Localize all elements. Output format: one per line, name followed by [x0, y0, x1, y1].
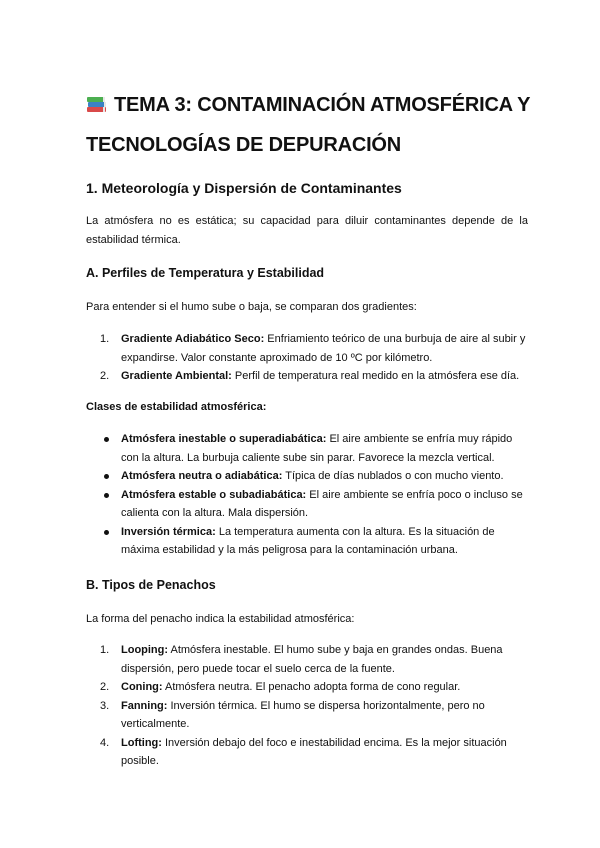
item-label: Coning:: [121, 681, 163, 693]
item-label: Fanning:: [121, 699, 168, 712]
list-number: 2.: [100, 681, 110, 693]
list-item: [86, 486, 528, 523]
page-title: [86, 88, 546, 162]
section-a-heading: A. Perfiles de Temperatura y Estabilidad: [86, 266, 325, 280]
item-label: Lofting:: [121, 736, 162, 749]
list-item: [86, 523, 528, 560]
item-text: Inversión térmica. El humo se dispersa horizontalmente, pero no verticalmente.: [121, 699, 485, 730]
bullet-icon: [104, 530, 109, 535]
list-item: [86, 467, 528, 486]
section-b-intro: La forma del penacho indica la estabilidad atmosférica:: [86, 613, 355, 625]
item-label: Looping:: [121, 644, 169, 656]
item-text: Inversión debajo del foco e inestabilidad encima. Es la mejor situación posible.: [121, 736, 507, 767]
item-label: Atmósfera estable o subadiabática:: [121, 488, 307, 501]
list-number: 3.: [100, 699, 110, 712]
list-item: [86, 367, 528, 386]
item-text: Atmósfera neutra. El penacho adopta forma de cono regular.: [162, 681, 461, 693]
item-text: El aire ambiente se enfría muy rápido con la altura. La burbuja caliente sube sin parar. Favorece la mezcla vertical.: [121, 433, 513, 464]
plumes-list: [86, 641, 528, 771]
stability-list: [86, 430, 528, 560]
section-b-heading: B. Tipos de Penachos: [86, 578, 216, 592]
title-line-2: TECNOLOGÍAS DE DEPURACIÓN: [86, 134, 402, 156]
item-label: Atmósfera inestable o superadiabática:: [121, 433, 327, 445]
list-item: [86, 678, 528, 697]
list-item: [86, 734, 528, 771]
item-text: Atmósfera inestable. El humo sube y baja en grandes ondas. Buena dispersión, pero puede tocar el suelo cerca de la fuente.: [121, 644, 503, 675]
item-text: Enfriamiento teórico de una burbuja de aire al subir y expandirse. Valor constante aproximado de 10 ºC por kilómetro.: [121, 333, 526, 364]
stability-heading: Clases de estabilidad atmosférica:: [86, 401, 267, 413]
item-text: El aire ambiente se enfría poco o incluso se calienta con la altura. Mala dispersión.: [121, 488, 523, 519]
books-icon: [86, 90, 108, 108]
bullet-icon: [104, 493, 109, 498]
list-number: 4.: [100, 736, 110, 749]
gradients-list: [86, 330, 528, 386]
section-1-intro: La atmósfera no es estática; su capacidad para diluir contaminantes depende de la estabilidad térmica.: [86, 215, 528, 246]
list-item: [86, 641, 528, 678]
title-line-1: TEMA 3: CONTAMINACIÓN ATMOSFÉRICA Y: [114, 94, 531, 116]
item-text: Perfil de temperatura real medido en la atmósfera ese día.: [231, 370, 520, 382]
list-item: [86, 697, 528, 734]
list-item: [86, 330, 528, 367]
section-1-heading: 1. Meteorología y Dispersión de Contaminantes: [86, 180, 402, 196]
item-label: Gradiente Adiabático Seco:: [121, 333, 265, 345]
bullet-icon: [104, 474, 109, 479]
bullet-icon: [104, 437, 109, 442]
item-text: La temperatura aumenta con la altura. Es la situación de máxima estabilidad y la más peligrosa para la contaminación urbana.: [121, 525, 495, 556]
item-label: Atmósfera neutra o adiabática:: [121, 470, 283, 482]
list-number: 1.: [100, 644, 110, 656]
item-label: Gradiente Ambiental:: [121, 370, 232, 382]
list-number: 1.: [100, 333, 110, 345]
section-a-intro: Para entender si el humo sube o baja, se comparan dos gradientes:: [86, 301, 417, 313]
list-item: [86, 430, 528, 467]
item-text: Típica de días nublados o con mucho viento.: [282, 470, 504, 482]
item-label: Inversión térmica:: [121, 525, 216, 538]
list-number: 2.: [100, 370, 110, 382]
